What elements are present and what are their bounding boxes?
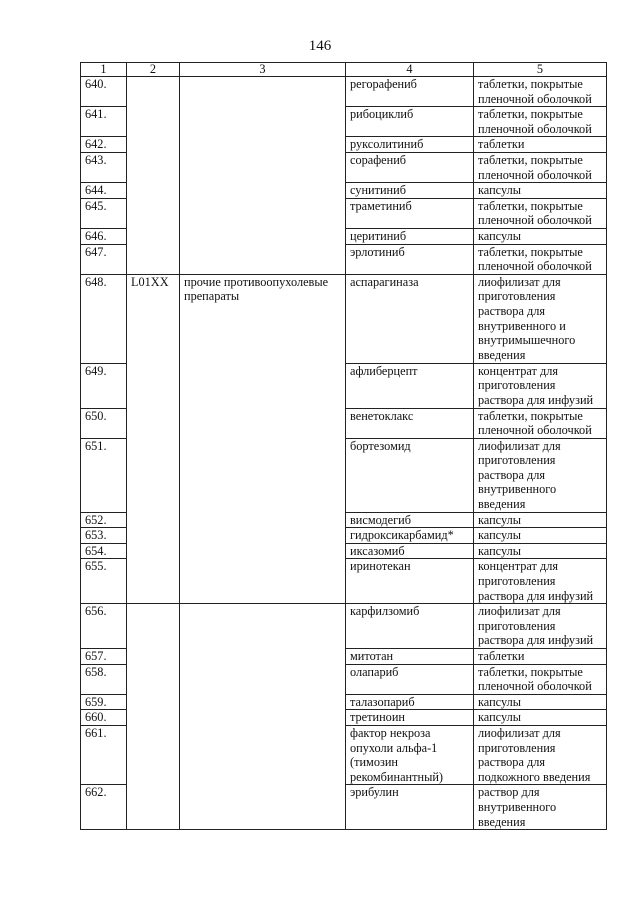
- drug-name: фактор некроза опухоли альфа-1 (тимозин рекомбинантный): [346, 726, 474, 785]
- dosage-form: таблетки, покрытые пленочной оболочкой: [474, 107, 607, 137]
- dosage-form: таблетки: [474, 649, 607, 665]
- row-number: 656.: [81, 604, 127, 649]
- row-number: 641.: [81, 107, 127, 137]
- row-number: 640.: [81, 77, 127, 107]
- dosage-form: таблетки, покрытые пленочной оболочкой: [474, 408, 607, 438]
- row-number: 652.: [81, 512, 127, 528]
- row-number: 642.: [81, 137, 127, 153]
- drug-name: иксазомиб: [346, 543, 474, 559]
- row-number: 655.: [81, 559, 127, 604]
- row-number: 647.: [81, 244, 127, 274]
- dosage-form: капсулы: [474, 710, 607, 726]
- row-number: 654.: [81, 543, 127, 559]
- row-number: 645.: [81, 198, 127, 228]
- drug-name: эрибулин: [346, 785, 474, 830]
- drug-name: регорафениб: [346, 77, 474, 107]
- drug-name: талазопариб: [346, 694, 474, 710]
- row-number: 643.: [81, 152, 127, 182]
- dosage-form: раствор для внутривенного введения: [474, 785, 607, 830]
- dosage-form: таблетки, покрытые пленочной оболочкой: [474, 77, 607, 107]
- row-number: 659.: [81, 694, 127, 710]
- table-row: [81, 604, 607, 649]
- drug-name: сунитиниб: [346, 183, 474, 199]
- atc-code-cell: [127, 77, 180, 275]
- drug-name: венетоклакс: [346, 408, 474, 438]
- dosage-form: капсулы: [474, 543, 607, 559]
- dosage-form: капсулы: [474, 528, 607, 544]
- drug-name: третиноин: [346, 710, 474, 726]
- row-number: 649.: [81, 363, 127, 408]
- row-number: 646.: [81, 228, 127, 244]
- row-number: 651.: [81, 438, 127, 512]
- dosage-form: капсулы: [474, 183, 607, 199]
- dosage-form: таблетки, покрытые пленочной оболочкой: [474, 152, 607, 182]
- dosage-form: капсулы: [474, 512, 607, 528]
- atc-group-name-cell: [180, 77, 346, 275]
- dosage-form: таблетки, покрытые пленочной оболочкой: [474, 244, 607, 274]
- drug-name: митотан: [346, 649, 474, 665]
- drug-name: висмодегиб: [346, 512, 474, 528]
- row-number: 644.: [81, 183, 127, 199]
- col-header-1: 1: [81, 63, 127, 77]
- atc-code-cell: L01XX: [127, 274, 180, 604]
- dosage-form: таблетки, покрытые пленочной оболочкой: [474, 198, 607, 228]
- drug-name: иринотекан: [346, 559, 474, 604]
- row-number: 657.: [81, 649, 127, 665]
- drug-name: церитиниб: [346, 228, 474, 244]
- atc-group-name-cell: [180, 604, 346, 830]
- row-number: 658.: [81, 664, 127, 694]
- drug-name: сорафениб: [346, 152, 474, 182]
- row-number: 661.: [81, 726, 127, 785]
- drug-name: карфилзомиб: [346, 604, 474, 649]
- atc-code-cell: [127, 604, 180, 830]
- row-number: 648.: [81, 274, 127, 363]
- col-header-3: 3: [180, 63, 346, 77]
- row-number: 650.: [81, 408, 127, 438]
- drug-name: гидроксикарбамид*: [346, 528, 474, 544]
- dosage-form: лиофилизат для приготовления раствора для инфузий: [474, 604, 607, 649]
- dosage-form: таблетки, покрытые пленочной оболочкой: [474, 664, 607, 694]
- page-number: 146: [308, 38, 332, 54]
- dosage-form: лиофилизат для приготовления раствора для внутривенного введения: [474, 438, 607, 512]
- drug-table: [80, 62, 607, 830]
- row-number: 662.: [81, 785, 127, 830]
- drug-name: афлиберцепт: [346, 363, 474, 408]
- col-header-4: 4: [346, 63, 474, 77]
- row-number: 660.: [81, 710, 127, 726]
- col-header-2: 2: [127, 63, 180, 77]
- dosage-form: концентрат для приготовления раствора для инфузий: [474, 559, 607, 604]
- dosage-form: лиофилизат для приготовления раствора для подкожного введения: [474, 726, 607, 785]
- table-header-row: [81, 63, 607, 77]
- drug-name: траметиниб: [346, 198, 474, 228]
- table-row: [81, 77, 607, 107]
- dosage-form: концентрат для приготовления раствора для инфузий: [474, 363, 607, 408]
- atc-group-name-cell: прочие противоопухолевые препараты: [180, 274, 346, 604]
- drug-name: аспарагиназа: [346, 274, 474, 363]
- drug-name: бортезомид: [346, 438, 474, 512]
- row-number: 653.: [81, 528, 127, 544]
- dosage-form: таблетки: [474, 137, 607, 153]
- drug-name: эрлотиниб: [346, 244, 474, 274]
- dosage-form: лиофилизат для приготовления раствора для внутривенного и внутримышечного введения: [474, 274, 607, 363]
- drug-name: руксолитиниб: [346, 137, 474, 153]
- col-header-5: 5: [474, 63, 607, 77]
- table-row: [81, 274, 607, 363]
- dosage-form: капсулы: [474, 694, 607, 710]
- drug-name: олапариб: [346, 664, 474, 694]
- drug-name: рибоциклиб: [346, 107, 474, 137]
- dosage-form: капсулы: [474, 228, 607, 244]
